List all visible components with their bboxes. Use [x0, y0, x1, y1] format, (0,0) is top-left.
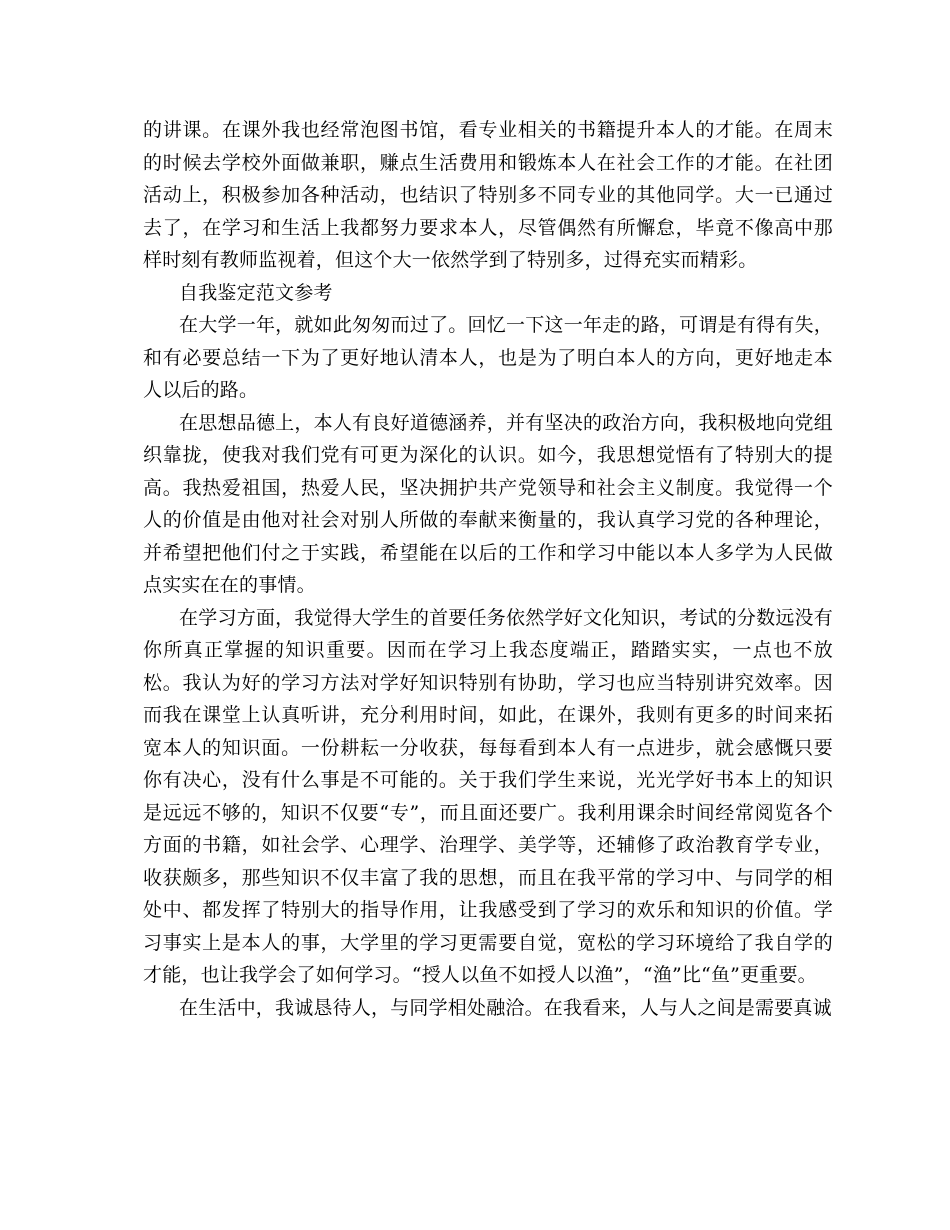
paragraph-study: 在学习方面，我觉得大学生的首要任务依然学好文化知识，考试的分数远没有你所真正掌握的知识重要。因而在学习上我态度端正，踏踏实实，一点也不放松。我认为好的学习方法对学好知识特别有协助，学习也应当特别讲究效率。因而我在课堂上认真听讲，充分利用时间，如此，在课外，我则有更多的时间来拓宽本人的知识面。一份耕耘一分收获，每每看到本人有一点进步，就会感慨只要你有决心，没有什么事是不可能的。关于我们学生来说，光光学好书本上的知识是远远不够的，知识不仅要“专”，而且面还要广。我利用课余时间经常阅览各个方面的书籍，如社会学、心理学、治理学、美学等，还辅修了政治教育学专业，收获颇多，那些知识不仅丰富了我的思想，而且在我平常的学习中、与同学的相处中、都发挥了特别大的指导作用，让我感受到了学习的欢乐和知识的价值。学习事实上是本人的事，大学里的学习更需要自觉，宽松的学习环境给了我自学的才能，也让我学会了如何学习。“授人以鱼不如授人以渔”，“渔”比“鱼”更重要。 — [143, 606, 833, 986]
paragraph-ideology: 在思想品德上，本人有良好道德涵养，并有坚决的政治方向，我积极地向党组织靠拢，使我对我们党有可更为深化的认识。如今，我思想觉悟有了特别大的提高。我热爱祖国，热爱人民，坚决拥护共产党领导和社会主义制度。我觉得一个人的价值是由他对社会对别人所做的奉献来衡量的，我认真学习党的各种理论，并希望把他们付之于实践，希望能在以后的工作和学习中能以本人多学为人民做点实实在在的事情。 — [143, 411, 833, 596]
paragraph-intro: 在大学一年，就如此匆匆而过了。回忆一下这一年走的路，可谓是有得有失，和有必要总结一下为了更好地认清本人，也是为了明白本人的方向，更好地走本人以后的路。 — [143, 314, 833, 401]
section-heading: 自我鉴定范文参考 — [179, 281, 333, 304]
paragraph-continued: 的讲课。在课外我也经常泡图书馆，看专业相关的书籍提升本人的才能。在周末的时候去学校外面做兼职，赚点生活费用和锻炼本人在社会工作的才能。在社团活动上，积极参加各种活动，也结识了特别多不同专业的其他同学。大一已通过去了，在学习和生活上我都努力要求本人，尽管偶然有所懈怠，毕竟不像高中那样时刻有教师监视着，但这个大一依然学到了特别多，过得充实而精彩。 — [143, 119, 833, 271]
paragraph-life: 在生活中，我诚恳待人，与同学相处融洽。在我看来，人与人之间是需要真诚 — [179, 996, 832, 1019]
document-body — [143, 114, 833, 1024]
